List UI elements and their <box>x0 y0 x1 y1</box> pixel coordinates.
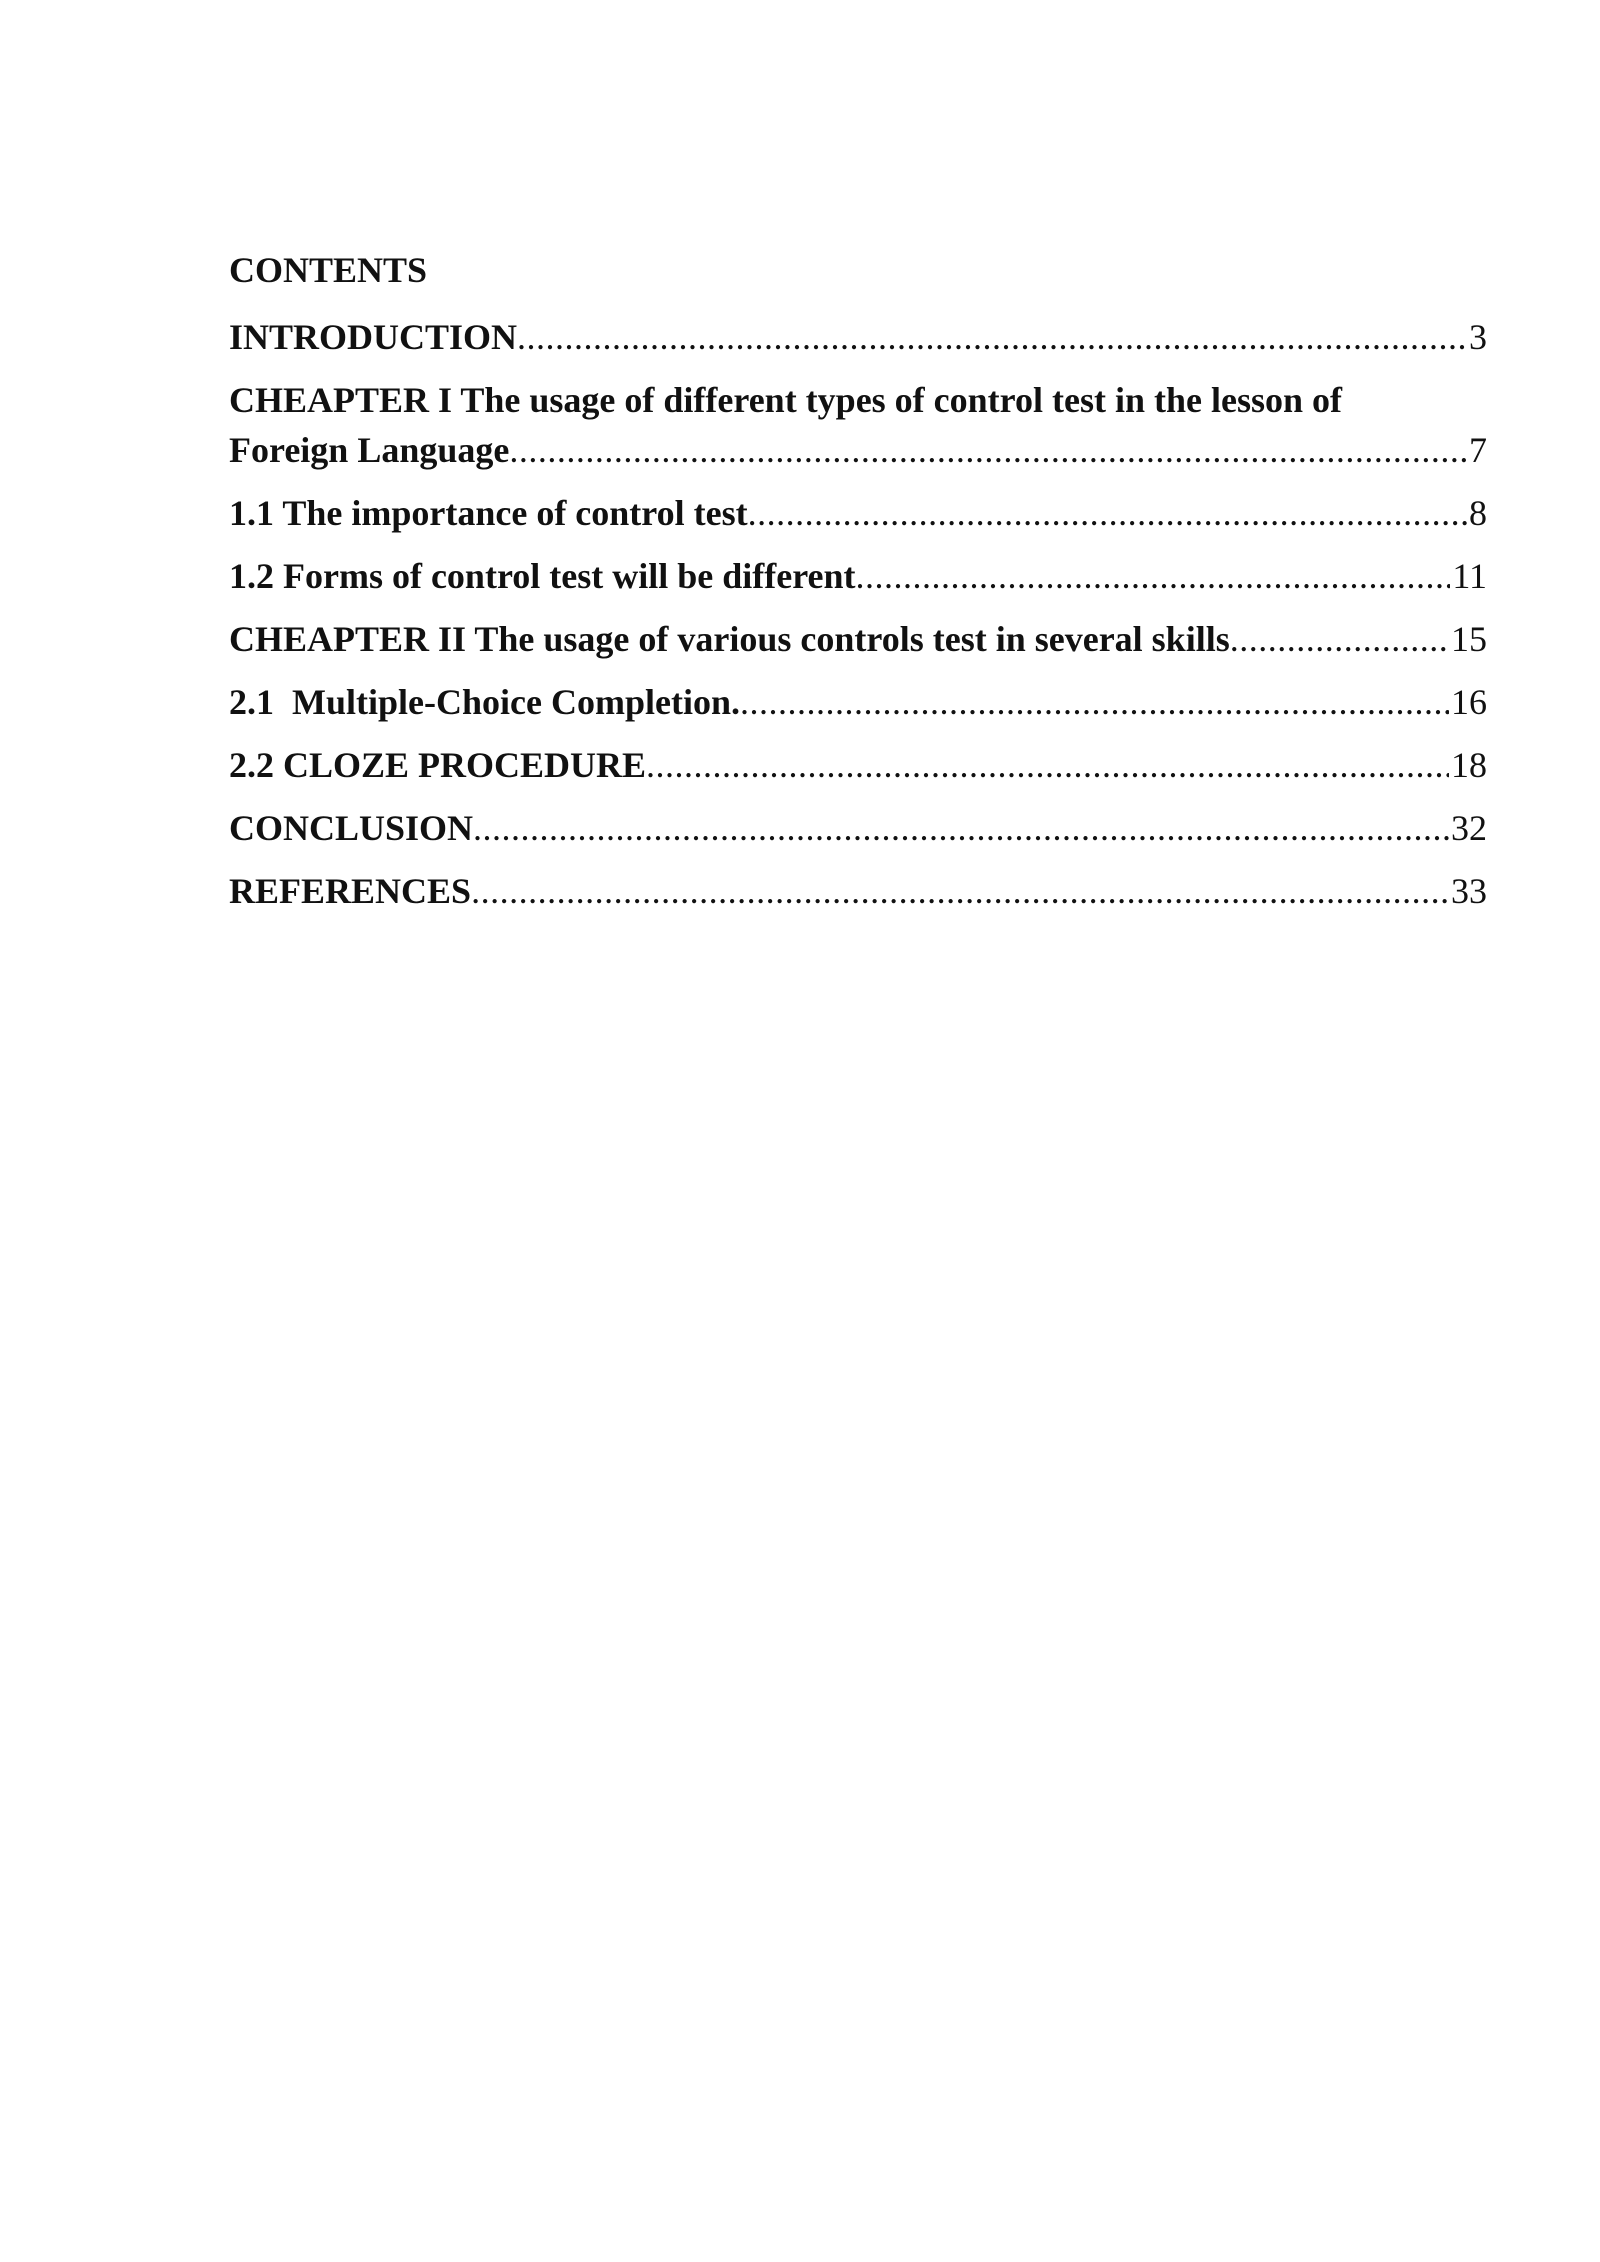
toc-entry-references[interactable] <box>229 866 1487 916</box>
toc-page-number: 7 <box>1469 430 1487 470</box>
toc-dot-leader <box>509 425 1467 475</box>
toc-entry-title: CHEAPTER II The usage of various controls test in several skills <box>229 619 1230 659</box>
toc-list <box>229 312 1487 916</box>
toc-dot-leader <box>856 551 1451 601</box>
table-of-contents <box>229 248 1487 929</box>
toc-dot-leader <box>740 677 1449 727</box>
toc-entry-title-line2: Foreign Language <box>229 430 510 470</box>
toc-page-number: 11 <box>1452 556 1487 596</box>
toc-entry-title: 1.1 The importance of control test <box>229 493 748 533</box>
toc-dot-leader <box>517 312 1467 362</box>
toc-entry-section-2-1[interactable] <box>229 677 1487 727</box>
toc-dot-leader <box>748 488 1467 538</box>
toc-entry-title: 1.2 Forms of control test will be different <box>229 556 856 596</box>
toc-page-number: 18 <box>1451 745 1487 785</box>
toc-page-number: 15 <box>1451 619 1487 659</box>
toc-dot-leader <box>646 740 1449 790</box>
toc-page-number: 33 <box>1451 871 1487 911</box>
toc-page-number: 3 <box>1469 317 1487 357</box>
toc-heading: CONTENTS <box>229 250 428 290</box>
toc-entry-title: 2.2 CLOZE PROCEDURE <box>229 745 647 785</box>
toc-entry-chapter-2[interactable] <box>229 614 1487 664</box>
toc-dot-leader <box>471 866 1449 916</box>
toc-entry-title: INTRODUCTION <box>229 317 518 357</box>
toc-entry-introduction[interactable] <box>229 312 1487 362</box>
toc-entry-conclusion[interactable] <box>229 803 1487 853</box>
toc-entry-title: CONCLUSION <box>229 808 474 848</box>
toc-page-number: 8 <box>1469 493 1487 533</box>
toc-page-number: 16 <box>1451 682 1487 722</box>
toc-entry-title: REFERENCES <box>229 871 472 911</box>
toc-dot-leader <box>1230 614 1449 664</box>
toc-dot-leader <box>473 803 1449 853</box>
toc-page-number: 32 <box>1451 808 1487 848</box>
toc-entry-chapter-1[interactable] <box>229 375 1487 475</box>
toc-entry-section-1-1[interactable] <box>229 488 1487 538</box>
toc-entry-title: 2.1 Multiple-Choice Completion. <box>229 682 740 722</box>
toc-entry-title-line1: CHEAPTER I The usage of different types of control test in the lesson of <box>229 380 1342 420</box>
toc-entry-section-2-2[interactable] <box>229 740 1487 790</box>
toc-entry-section-1-2[interactable] <box>229 551 1487 601</box>
